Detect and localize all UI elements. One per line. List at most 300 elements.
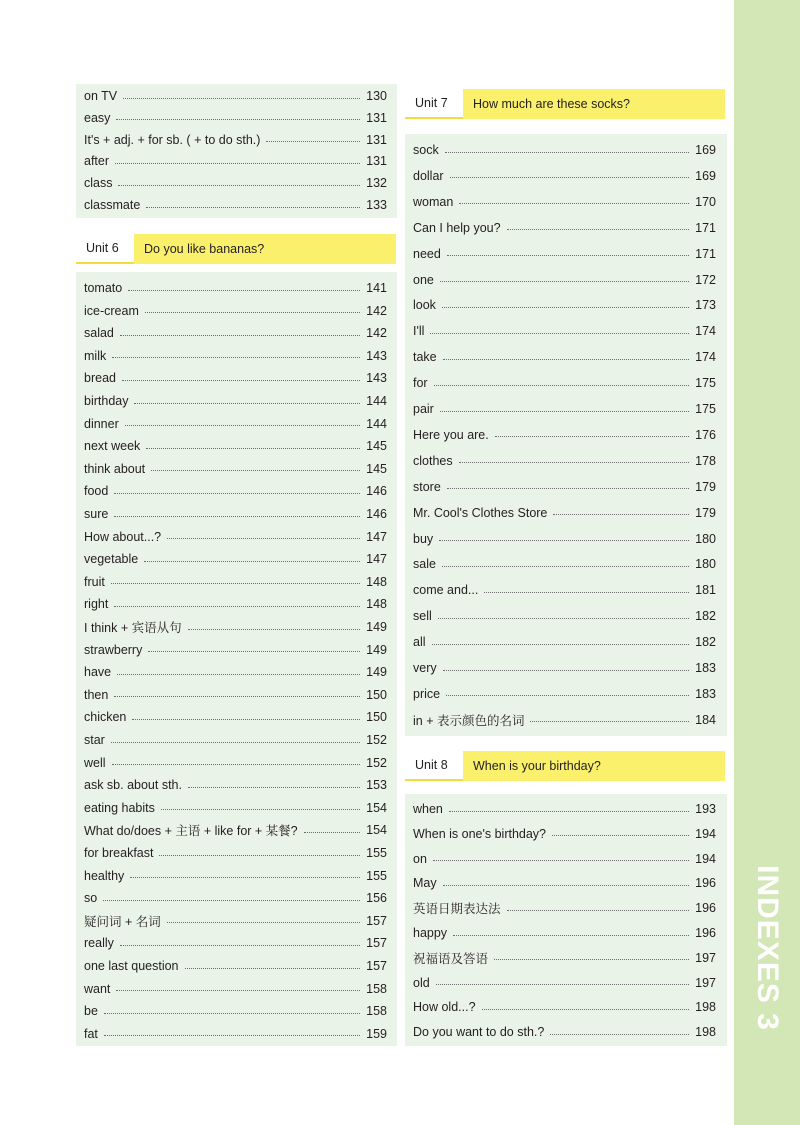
entry-term: well	[84, 755, 106, 770]
entry-term: very	[413, 661, 437, 675]
dot-leader	[434, 385, 690, 386]
entry-term: tomato	[84, 281, 123, 295]
dot-leader	[120, 945, 360, 946]
dot-leader	[188, 787, 360, 788]
entry-term: birthday	[84, 394, 129, 408]
index-entry	[413, 849, 716, 869]
dot-leader	[104, 1035, 360, 1036]
entry-term: 疑问词 + 名词	[84, 914, 161, 929]
entry-term: sock	[413, 143, 439, 157]
entry-term: 祝福语及答语	[413, 951, 489, 966]
index-entry	[413, 192, 716, 212]
entry-page-number: 174	[695, 324, 716, 339]
entry-page-number: 131	[366, 132, 387, 147]
entry-term: store	[413, 479, 441, 494]
index-entry	[84, 933, 387, 953]
unit7-title: How much are these socks?	[463, 89, 725, 119]
dot-leader	[117, 674, 360, 675]
entry-page-number: 180	[695, 531, 716, 546]
entry-term: 英语日期表达法	[413, 902, 501, 917]
unit8-tag: Unit 8	[405, 751, 463, 781]
index-entry	[84, 108, 387, 128]
dot-leader	[146, 207, 360, 208]
entry-term: pair	[413, 402, 434, 416]
entry-term: come and...	[413, 583, 479, 598]
index-entry	[413, 632, 716, 652]
dot-leader	[145, 312, 360, 313]
entry-page-number: 196	[695, 876, 716, 891]
index-entry	[413, 898, 716, 918]
entry-term: one	[413, 272, 434, 287]
index-entry	[413, 399, 716, 419]
index-entry	[84, 662, 387, 682]
dot-leader	[114, 493, 360, 494]
entry-term: really	[84, 936, 114, 951]
index-entry	[84, 617, 387, 637]
entry-page-number: 183	[695, 686, 716, 701]
entry-page-number: 143	[366, 348, 387, 363]
entry-term: right	[84, 597, 109, 612]
entry-page-number: 130	[366, 89, 387, 103]
entry-term: for	[413, 376, 428, 391]
entry-term: then	[84, 687, 109, 702]
entry-page-number: 198	[695, 1000, 716, 1015]
entry-page-number: 180	[695, 557, 716, 572]
dot-leader	[114, 606, 360, 607]
index-entry	[413, 321, 716, 341]
index-entry	[413, 973, 716, 993]
index-entry	[413, 451, 716, 471]
dot-leader	[440, 281, 689, 282]
entry-page-number: 158	[366, 981, 387, 996]
dot-leader	[115, 163, 360, 164]
entry-term: sure	[84, 507, 109, 521]
sidebar-label-box	[734, 838, 800, 1058]
entry-term: How about...?	[84, 529, 162, 544]
index-entry	[84, 130, 387, 150]
entry-term: for breakfast	[84, 846, 154, 860]
entry-term: on	[413, 851, 427, 866]
dot-leader	[430, 333, 689, 334]
index-entry	[413, 425, 716, 445]
entry-page-number: 146	[366, 484, 387, 499]
entry-page-number: 146	[366, 507, 387, 521]
entry-page-number: 157	[366, 913, 387, 928]
index-entry	[413, 997, 716, 1017]
index-entry	[84, 504, 387, 524]
unit6-title: Do you like bananas?	[134, 234, 396, 264]
entry-term: ask sb. about sth.	[84, 778, 182, 793]
unit8-title: When is your birthday?	[463, 751, 725, 781]
index-entry	[84, 594, 387, 614]
entry-page-number: 147	[366, 552, 387, 567]
entry-page-number: 197	[695, 975, 716, 990]
index-entry	[413, 140, 716, 160]
dot-leader	[447, 255, 689, 256]
entry-page-number: 133	[366, 198, 387, 212]
index-entry	[413, 554, 716, 574]
index-entry	[413, 710, 716, 730]
index-entry	[413, 244, 716, 264]
dot-leader	[449, 811, 689, 812]
index-entry	[413, 684, 716, 704]
dot-leader	[450, 177, 690, 178]
index-entry	[84, 820, 387, 840]
index-entry	[84, 368, 387, 388]
dot-leader	[185, 968, 361, 969]
dot-leader	[112, 764, 361, 765]
entry-term: May	[413, 876, 437, 891]
entry-term: class	[84, 176, 113, 191]
entry-term: on TV	[84, 89, 118, 103]
entry-term: need	[413, 246, 441, 261]
index-entry	[413, 529, 716, 549]
entry-term: healthy	[84, 868, 125, 883]
entry-page-number: 155	[366, 846, 387, 860]
entry-term: When is one's birthday?	[413, 826, 547, 841]
entry-term: classmate	[84, 198, 141, 212]
dot-leader	[453, 935, 689, 936]
entry-page-number: 156	[366, 891, 387, 906]
dot-leader	[482, 1009, 690, 1010]
entry-page-number: 197	[695, 950, 716, 965]
index-entry	[84, 323, 387, 343]
unit6-header	[76, 234, 396, 264]
index-entry	[84, 707, 387, 727]
entry-term: milk	[84, 348, 107, 363]
entry-term: I'll	[413, 324, 425, 339]
entry-page-number: 148	[366, 574, 387, 589]
entry-page-number: 170	[695, 194, 716, 209]
index-entry	[84, 481, 387, 501]
index-entry	[413, 270, 716, 290]
dot-leader	[116, 990, 360, 991]
entry-page-number: 141	[366, 281, 387, 295]
index-entry	[413, 873, 716, 893]
entry-term: look	[413, 298, 436, 313]
dot-leader	[114, 696, 360, 697]
index-entry	[84, 459, 387, 479]
entry-term: Do you want to do sth.?	[413, 1025, 545, 1040]
entry-page-number: 154	[366, 800, 387, 815]
entry-page-number: 175	[695, 402, 716, 416]
entry-term: What do/does + 主语 + like for + 某餐?	[84, 824, 298, 839]
entry-term: in + 表示颜色的名词	[413, 713, 525, 728]
dot-leader	[151, 470, 360, 471]
index-entry	[84, 730, 387, 750]
entry-term: strawberry	[84, 642, 143, 657]
index-entry	[413, 923, 716, 943]
entry-term: take	[413, 350, 437, 365]
dot-leader	[459, 203, 689, 204]
index-entry	[84, 436, 387, 456]
entry-page-number: 198	[695, 1025, 716, 1040]
dot-leader	[443, 670, 690, 671]
dot-leader	[111, 742, 360, 743]
dot-leader	[552, 835, 689, 836]
dot-leader	[167, 538, 360, 539]
index-entry	[84, 391, 387, 411]
entry-term: easy	[84, 110, 111, 125]
index-entry	[84, 1001, 387, 1021]
unit7-tag: Unit 7	[405, 89, 463, 119]
entry-term: sell	[413, 609, 432, 624]
dot-leader	[125, 425, 360, 426]
dot-leader	[188, 629, 361, 630]
index-entry	[84, 549, 387, 569]
index-entry	[84, 414, 387, 434]
entry-term: want	[84, 981, 111, 996]
dot-leader	[103, 900, 360, 901]
index-entry	[84, 888, 387, 908]
index-entry	[413, 658, 716, 678]
dot-leader	[148, 651, 360, 652]
entry-page-number: 181	[695, 583, 716, 598]
entry-page-number: 157	[366, 936, 387, 951]
entry-page-number: 179	[695, 505, 716, 520]
index-entry	[84, 346, 387, 366]
entry-page-number: 194	[695, 851, 716, 866]
dot-leader	[432, 644, 690, 645]
entry-page-number: 142	[366, 326, 387, 341]
index-entry	[413, 477, 716, 497]
entry-term: eating habits	[84, 800, 155, 815]
entry-term: I think + 宾语从句	[84, 621, 182, 635]
index-entry	[84, 572, 387, 592]
entry-page-number: 145	[366, 439, 387, 454]
index-entry	[413, 218, 716, 238]
entry-term: dinner	[84, 416, 119, 431]
entry-page-number: 179	[695, 479, 716, 494]
dot-leader	[439, 540, 689, 541]
dot-leader	[266, 141, 360, 142]
index-entry	[413, 606, 716, 626]
entry-page-number: 158	[366, 1004, 387, 1019]
entry-page-number: 142	[366, 303, 387, 318]
entry-page-number: 153	[366, 778, 387, 793]
dot-leader	[459, 462, 690, 463]
dot-leader	[438, 618, 689, 619]
entry-term: vegetable	[84, 552, 139, 567]
dot-leader	[484, 592, 689, 593]
entry-term: fat	[84, 1026, 98, 1041]
dot-leader	[132, 719, 360, 720]
entry-page-number: 147	[366, 529, 387, 544]
entry-page-number: 184	[695, 712, 716, 727]
entry-page-number: 155	[366, 868, 387, 883]
entry-page-number: 196	[695, 926, 716, 940]
entry-term: star	[84, 733, 105, 747]
entry-page-number: 131	[366, 154, 387, 169]
dot-leader	[304, 832, 361, 833]
entry-term: happy	[413, 926, 448, 940]
unit6-tag: Unit 6	[76, 234, 134, 264]
entry-term: one last question	[84, 959, 179, 973]
dot-leader	[134, 403, 360, 404]
dot-leader	[118, 185, 360, 186]
entry-term: clothes	[413, 453, 453, 468]
dot-leader	[446, 695, 689, 696]
index-entry	[84, 911, 387, 931]
entry-page-number: 173	[695, 298, 716, 313]
entry-term: be	[84, 1004, 98, 1019]
entry-page-number: 169	[695, 168, 716, 183]
dot-leader	[104, 1013, 360, 1014]
index-entry	[84, 775, 387, 795]
dot-leader	[112, 357, 360, 358]
dot-leader	[553, 514, 689, 515]
entry-page-number: 150	[366, 710, 387, 725]
dot-leader	[507, 229, 690, 230]
index-entry	[84, 151, 387, 171]
index-entry	[413, 580, 716, 600]
entry-page-number: 182	[695, 609, 716, 624]
entry-term: think about	[84, 461, 146, 476]
index-entry	[413, 824, 716, 844]
entry-term: when	[413, 802, 443, 816]
dot-leader	[114, 516, 360, 517]
index-entry	[413, 347, 716, 367]
entry-term: price	[413, 686, 441, 701]
entry-term: chicken	[84, 710, 127, 725]
entry-page-number: 176	[695, 427, 716, 442]
index-entry	[413, 799, 716, 819]
unit7-header	[405, 89, 725, 119]
entry-page-number: 196	[695, 901, 716, 916]
entry-page-number: 194	[695, 826, 716, 841]
index-entry	[413, 295, 716, 315]
index-entry	[84, 798, 387, 818]
entry-page-number: 182	[695, 635, 716, 650]
index-entry	[413, 373, 716, 393]
entry-page-number: 145	[366, 461, 387, 476]
dot-leader	[167, 922, 360, 923]
index-entry	[84, 979, 387, 999]
entry-term: Mr. Cool's Clothes Store	[413, 505, 548, 520]
entry-term: fruit	[84, 574, 105, 589]
entry-page-number: 171	[695, 246, 716, 261]
entry-term: How old...?	[413, 1000, 476, 1015]
dot-leader	[116, 119, 360, 120]
dot-leader	[494, 959, 689, 960]
entry-page-number: 154	[366, 823, 387, 838]
dot-leader	[433, 860, 689, 861]
entry-page-number: 152	[366, 755, 387, 770]
index-entry	[413, 166, 716, 186]
dot-leader	[161, 809, 360, 810]
index-entry	[84, 866, 387, 886]
entry-page-number: 159	[366, 1026, 387, 1041]
entry-term: food	[84, 484, 109, 499]
entry-page-number: 149	[366, 665, 387, 680]
entry-term: after	[84, 154, 110, 169]
index-entry	[84, 956, 387, 976]
entry-term: old	[413, 975, 430, 990]
dot-leader	[447, 488, 689, 489]
dot-leader	[159, 855, 360, 856]
index-entry	[84, 86, 387, 106]
entry-term: salad	[84, 326, 114, 341]
dot-leader	[144, 561, 360, 562]
index-entry	[84, 640, 387, 660]
dot-leader	[550, 1034, 689, 1035]
dot-leader	[146, 448, 360, 449]
entry-page-number: 149	[366, 620, 387, 634]
index-entry	[84, 173, 387, 193]
entry-term: woman	[413, 194, 454, 209]
entry-page-number: 157	[366, 959, 387, 973]
entry-term: It's + adj. + for sb. ( + to do sth.)	[84, 132, 261, 147]
index-entry	[413, 1022, 716, 1042]
dot-leader	[445, 152, 689, 153]
dot-leader	[495, 436, 689, 437]
dot-leader	[128, 290, 360, 291]
index-entry	[84, 301, 387, 321]
entry-page-number: 132	[366, 176, 387, 191]
dot-leader	[122, 380, 360, 381]
entry-term: ice-cream	[84, 303, 139, 318]
dot-leader	[130, 877, 360, 878]
dot-leader	[443, 359, 690, 360]
entry-term: Can I help you?	[413, 220, 501, 235]
dot-leader	[443, 885, 690, 886]
entry-term: so	[84, 891, 98, 906]
entry-term: dollar	[413, 168, 444, 183]
dot-leader	[530, 721, 689, 722]
entry-term: buy	[413, 531, 434, 546]
dot-leader	[442, 566, 689, 567]
entry-page-number: 148	[366, 597, 387, 612]
entry-term: all	[413, 635, 426, 650]
entry-page-number: 175	[695, 376, 716, 391]
index-entry	[413, 503, 716, 523]
entry-page-number: 149	[366, 642, 387, 657]
entry-page-number: 169	[695, 143, 716, 157]
dot-leader	[436, 984, 689, 985]
unit8-header	[405, 751, 725, 781]
entry-page-number: 171	[695, 220, 716, 235]
entry-term: sale	[413, 557, 436, 572]
entry-term: next week	[84, 439, 141, 454]
entry-term: bread	[84, 371, 116, 386]
dot-leader	[123, 98, 360, 99]
dot-leader	[442, 307, 689, 308]
entry-page-number: 174	[695, 350, 716, 365]
entry-page-number: 183	[695, 661, 716, 675]
index-entry	[413, 948, 716, 968]
entry-page-number: 131	[366, 110, 387, 125]
entry-page-number: 144	[366, 416, 387, 431]
sidebar-label: INDEXES 3	[751, 865, 785, 1031]
entry-term: have	[84, 665, 112, 680]
dot-leader	[507, 910, 690, 911]
index-entry	[84, 1024, 387, 1044]
entry-page-number: 152	[366, 733, 387, 747]
entry-page-number: 143	[366, 371, 387, 386]
entry-page-number: 178	[695, 453, 716, 468]
index-entry	[84, 753, 387, 773]
dot-leader	[111, 583, 360, 584]
index-entry	[84, 195, 387, 215]
entry-page-number: 144	[366, 394, 387, 408]
dot-leader	[120, 335, 360, 336]
entry-page-number: 193	[695, 802, 716, 816]
dot-leader	[440, 411, 689, 412]
entry-page-number: 172	[695, 272, 716, 287]
entry-page-number: 150	[366, 687, 387, 702]
index-entry	[84, 843, 387, 863]
index-entry	[84, 527, 387, 547]
